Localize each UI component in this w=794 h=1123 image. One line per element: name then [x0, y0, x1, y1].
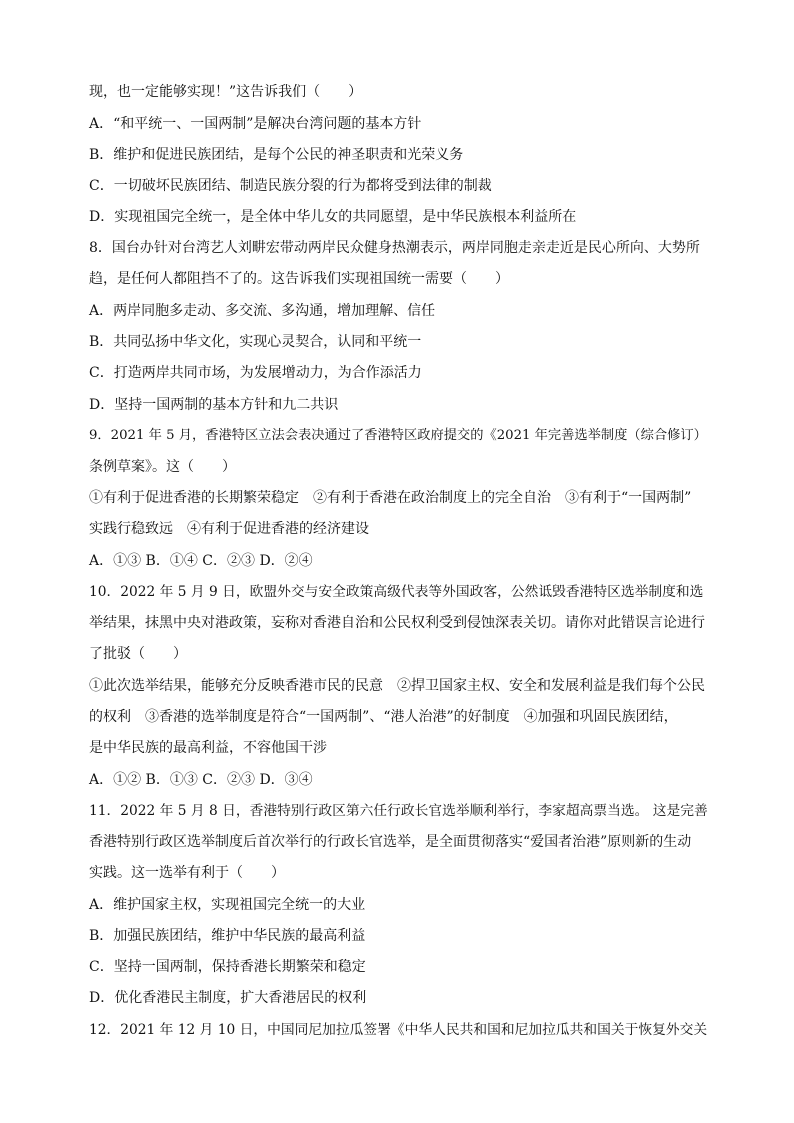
q10-statement-line-1: ①此次选举结果，能够充分反映香港市民的民意 ②捍卫国家主权、安全和发展利益是我们每个公民: [89, 678, 705, 694]
q7-option-a: A．“和平统一、一国两制”是解决台湾问题的基本方针: [89, 116, 422, 132]
q11-stem-line-3: 实践。这一选举有利于（ ）: [89, 865, 285, 881]
q9-stem-line-2: 条例草案》。这（ ）: [89, 459, 236, 475]
q10-stem-line-3: 了批驳（ ）: [89, 646, 187, 662]
q9-choices: A．①③ B．①④ C．②③ D．②④: [89, 553, 313, 569]
q8-stem-line-1: 8．国台办针对台湾艺人刘畊宏带动两岸民众健身热潮表示，两岸同胞走亲走近是民心所向、大势所: [89, 240, 700, 256]
q11-stem-line-2: 香港特别行政区选举制度后首次举行的行政长官选举，是全面贯彻落实“爱国者治港”原则新的生动: [89, 834, 692, 850]
q12-stem-line-1: 12．2021 年 12 月 10 日，中国同尼加拉瓜签署《中华人民共和国和尼加拉瓜共和国关于恢复外交关: [89, 1022, 708, 1038]
q7-option-d: D．实现祖国完全统一，是全体中华儿女的共同愿望，是中华民族根本利益所在: [89, 209, 577, 225]
q9-statement-line-1: ①有利于促进香港的长期繁荣稳定 ②有利于香港在政治制度上的完全自治 ③有利于“一国两制”: [89, 490, 692, 506]
q11-option-c: C．坚持一国两制，保持香港长期繁荣和稳定: [89, 959, 366, 975]
q11-stem-line-1: 11．2022 年 5 月 8 日，香港特别行政区第六任行政长官选举顺利举行，李家超高票当选。 这是完善: [89, 803, 708, 819]
q8-option-d: D．坚持一国两制的基本方针和九二共识: [89, 397, 339, 413]
q7-stem-tail: 现，也一定能够实现！”这告诉我们（ ）: [89, 84, 363, 100]
q11-option-d: D．优化香港民主制度，扩大香港居民的权利: [89, 990, 367, 1006]
q10-stem-line-1: 10．2022 年 5 月 9 日，欧盟外交与安全政策高级代表等外国政客，公然诋毁香港特区选举制度和选: [89, 584, 704, 600]
q10-statement-line-2: 的权利 ③香港的选举制度是符合“一国两制”、“港人治港”的好制度 ④加强和巩固民族团结，: [89, 709, 678, 725]
q8-stem-line-2: 趋，是任何人都阻挡不了的。这告诉我们实现祖国统一需要（ ）: [89, 271, 509, 287]
q9-stem-line-1: 9．2021 年 5 月，香港特区立法会表决通过了香港特区政府提交的《2021 年完善选举制度（综合修订）: [89, 428, 707, 443]
q8-option-c: C．打造两岸共同市场，为发展增动力，为合作添活力: [89, 365, 422, 381]
q8-option-b: B．共同弘扬中华文化，实现心灵契合，认同和平统一: [89, 334, 422, 350]
q8-option-a: A．两岸同胞多走动、多交流、多沟通，增加理解、信任: [89, 303, 436, 319]
q10-stem-line-2: 举结果，抹黑中央对港政策，妄称对香港自治和公民权利受到侵蚀深表关切。请你对此错误言论进行: [89, 615, 705, 631]
q10-statement-line-3: 是中华民族的最高利益，不容他国干涉: [89, 740, 327, 756]
q7-option-c: C．一切破坏民族团结、制造民族分裂的行为都将受到法律的制裁: [89, 178, 492, 194]
q9-statement-line-2: 实践行稳致远 ④有利于促进香港的经济建设: [89, 521, 369, 537]
q10-choices: A．①② B．①③ C．②③ D．③④: [89, 772, 313, 788]
q7-option-b: B．维护和促进民族团结，是每个公民的神圣职责和光荣义务: [89, 147, 464, 163]
q11-option-a: A．维护国家主权，实现祖国完全统一的大业: [89, 897, 366, 913]
q11-option-b: B．加强民族团结，维护中华民族的最高利益: [89, 928, 366, 944]
